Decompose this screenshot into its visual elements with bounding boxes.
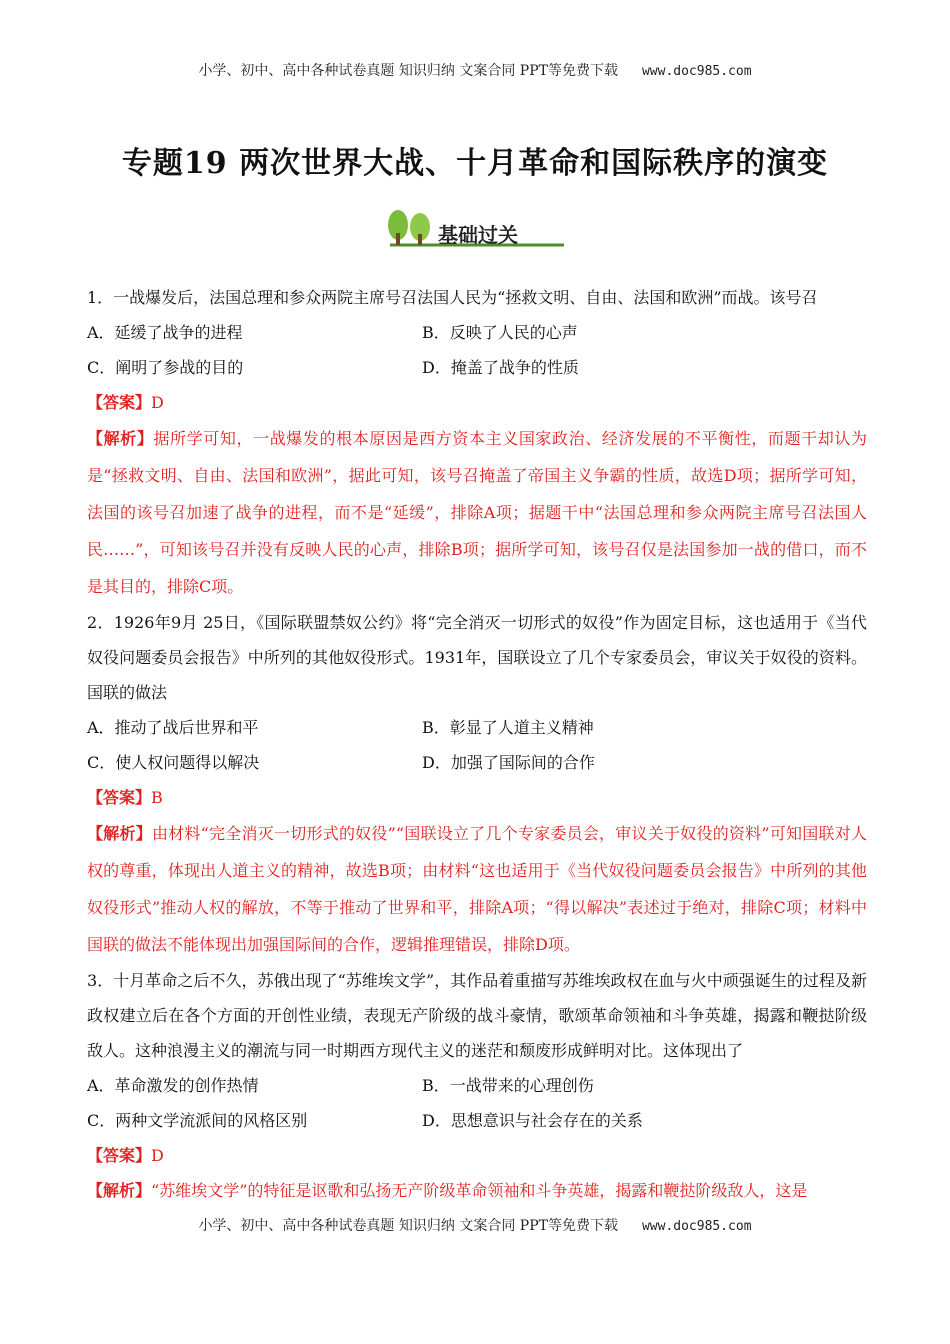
- question-3-options-row-1: [87, 1068, 867, 1103]
- question-list: [87, 280, 867, 1208]
- question-3-option-c: C．两种文学流派间的风格区别: [87, 1111, 308, 1130]
- header-site[interactable]: www.doc985.com: [641, 64, 752, 79]
- question-3-answer: [87, 1138, 867, 1173]
- footer-text: 小学、初中、高中各种试卷真题 知识归纳 文案合同 PPT等免费下载: [198, 1218, 618, 1234]
- answer-value: D: [151, 1146, 164, 1165]
- answer-label: 【答案】: [87, 1146, 152, 1165]
- question-3-explanation: [87, 1173, 867, 1208]
- question-2-answer: [87, 780, 867, 815]
- question-1-options-row-1: [87, 315, 867, 350]
- question-1-option-a: A．延缓了战争的进程: [87, 323, 243, 342]
- question-1-option-b: B．反映了人民的心声: [422, 323, 578, 342]
- explanation-label: 【解析】: [87, 824, 152, 843]
- explanation-label: 【解析】: [87, 1181, 152, 1200]
- section-badge: [378, 205, 570, 257]
- question-2-options-row-1: [87, 710, 867, 745]
- explanation-text: 由材料“完全消灭一切形式的奴役”“国联设立了几个专家委员会，审议关于奴役的资料”可知国联对人权的尊重，体现出人道主义的精神，故选B项；由材料“这也适用于《当代奴役问题委员会报告》中所列的其他奴役形式”推动人权的解放，不等于推动了世界和平，排除A项；“得以解决”表述过于绝对，排除C项；材料中国联的做法不能体现出加强国际间的合作，逻辑推理错误，排除D项。: [87, 824, 867, 954]
- explanation-label: 【解析】: [87, 429, 154, 448]
- question-2-option-a: A．推动了战后世界和平: [87, 718, 259, 737]
- question-2-option-d: D．加强了国际间的合作: [422, 753, 595, 772]
- question-1-stem: 1．一战爆发后，法国总理和参众两院主席号召法国人民为“拯救文明、自由、法国和欧洲”而战。该号召: [87, 288, 818, 307]
- page-title: 专题19 两次世界大战、十月革命和国际秩序的演变: [121, 146, 829, 181]
- question-1-option-c: C．阐明了参战的目的: [87, 358, 244, 377]
- question-1-explanation: [87, 420, 867, 605]
- question-2-option-b: B．彰显了人道主义精神: [422, 718, 594, 737]
- section-badge-label: 基础过关: [438, 223, 518, 247]
- question-3-option-a: A．革命激发的创作热情: [87, 1076, 259, 1095]
- question-2-options-row-2: [87, 745, 867, 780]
- answer-value: D: [151, 393, 164, 412]
- question-2-option-c: C．使人权问题得以解决: [87, 753, 260, 772]
- page-header: [0, 60, 950, 80]
- question-1-option-d: D．掩盖了战争的性质: [422, 358, 579, 377]
- explanation-text: “苏维埃文学”的特征是讴歌和弘扬无产阶级革命领袖和斗争英雄，揭露和鞭挞阶级敌人，这是: [151, 1181, 808, 1200]
- question-3-option-b: B．一战带来的心理创伤: [422, 1076, 594, 1095]
- footer-site[interactable]: www.doc985.com: [641, 1219, 752, 1234]
- answer-value: B: [151, 788, 163, 807]
- header-text: 小学、初中、高中各种试卷真题 知识归纳 文案合同 PPT等免费下载: [198, 63, 618, 79]
- question-2-stem: 2．1926年9月 25日，《国际联盟禁奴公约》将“完全消灭一切形式的奴役”作为固定目标，这也适用于《当代奴役问题委员会报告》中所列的其他奴役形式。1931年，国联设立了几个专家委员会，审议关于奴役的资料。国联的做法: [87, 613, 867, 702]
- question-1-answer: [87, 385, 867, 420]
- page-footer: [0, 1215, 950, 1235]
- question-3-stem: 3．十月革命之后不久，苏俄出现了“苏维埃文学”，其作品着重描写苏维埃政权在血与火中顽强诞生的过程及新政权建立后在各个方面的开创性业绩，表现无产阶级的战斗豪情，歌颂革命领袖和斗争英雄，揭露和鞭挞阶级敌人。这种浪漫主义的潮流与同一时期西方现代主义的迷茫和颓废形成鲜明对比。这体现出了: [87, 971, 867, 1060]
- question-3-options-row-2: [87, 1103, 867, 1138]
- answer-label: 【答案】: [87, 393, 152, 412]
- answer-label: 【答案】: [87, 788, 152, 807]
- question-3-option-d: D．思想意识与社会存在的关系: [422, 1111, 643, 1130]
- question-1-options-row-2: [87, 350, 867, 385]
- question-2-explanation: [87, 815, 867, 963]
- explanation-text: 据所学可知，一战爆发的根本原因是西方资本主义国家政治、经济发展的不平衡性，而题干却认为是“拯救文明、自由、法国和欧洲”，据此可知，该号召掩盖了帝国主义争霸的性质，故选D项；据所学可知，法国的该号召加速了战争的进程，而不是“延缓”，排除A项；据题干中“法国总理和参众两院主席号召法国人民……”，可知该号召并没有反映人民的心声，排除B项；据所学可知，该号召仅是法国参加一战的借口，而不是其目的，排除C项。: [87, 429, 867, 596]
